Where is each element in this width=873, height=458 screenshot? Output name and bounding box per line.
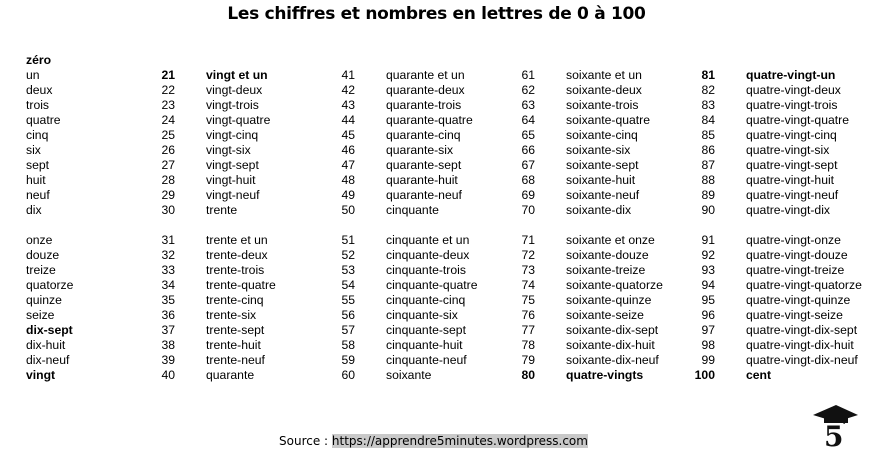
word-cell: zéro [26, 53, 52, 67]
svg-text:5: 5 [824, 420, 844, 448]
word-cell: seize [26, 308, 55, 322]
number-cell: 94 [701, 278, 715, 292]
word-cell: quatre-vingt-sept [746, 158, 838, 172]
number-cell: 61 [521, 68, 535, 82]
word-cell: trente-huit [206, 338, 261, 352]
number-cell: 24 [161, 113, 175, 127]
number-cell: 58 [341, 338, 355, 352]
number-cell: 48 [341, 173, 355, 187]
number-cell: 72 [521, 248, 535, 262]
word-cell: dix-huit [26, 338, 66, 352]
word-cell: trois [26, 98, 50, 112]
word-cell: quatre-vingt-quinze [746, 293, 851, 307]
word-cell: trente-cinq [206, 293, 264, 307]
number-cell: 71 [521, 233, 535, 247]
number-cell: 25 [161, 128, 175, 142]
word-cell: quatre-vingt-dix-neuf [746, 353, 858, 367]
word-cell: soixante-quatorze [566, 278, 663, 292]
source-line [279, 434, 588, 448]
word-cell: cinq [26, 128, 49, 142]
word-cell: quatre [26, 113, 61, 127]
word-cell: quatre-vingt-six [746, 143, 830, 157]
number-cell: 28 [161, 173, 175, 187]
word-cell: vingt-neuf [206, 188, 260, 202]
word-cell: quarante-sept [386, 158, 462, 172]
word-cell: soixante-cinq [566, 128, 638, 142]
number-cell: 39 [161, 353, 175, 367]
number-cell: 50 [341, 203, 355, 217]
word-cell: trente-trois [206, 263, 265, 277]
word-cell: quatre-vingt-cinq [746, 128, 837, 142]
word-cell: vingt-huit [206, 173, 256, 187]
number-cell: 93 [701, 263, 715, 277]
word-cell: trente [206, 203, 238, 217]
number-cell: 41 [341, 68, 355, 82]
word-cell: soixante-trois [566, 98, 639, 112]
number-cell: 67 [521, 158, 535, 172]
word-cell: vingt-quatre [206, 113, 271, 127]
number-cell: 40 [161, 368, 175, 382]
number-cell: 51 [341, 233, 355, 247]
word-cell: trente-sept [206, 323, 265, 337]
word-cell: trente-quatre [206, 278, 276, 292]
word-cell: soixante-huit [566, 173, 636, 187]
word-cell: vingt-sept [206, 158, 259, 172]
svg-text:′: ′ [843, 420, 847, 436]
number-cell: 45 [341, 128, 355, 142]
number-cell: 36 [161, 308, 175, 322]
number-cell: 27 [161, 158, 175, 172]
word-cell: vingt-cinq [206, 128, 259, 142]
number-cell: 26 [161, 143, 175, 157]
word-cell: un [26, 68, 40, 82]
word-cell: cinquante-huit [386, 338, 463, 352]
number-cell: 78 [521, 338, 535, 352]
number-cell: 74 [521, 278, 535, 292]
word-cell: quatre-vingt-deux [746, 83, 841, 97]
word-cell: soixante-douze [566, 248, 649, 262]
word-cell: quatre-vingt-douze [746, 248, 848, 262]
number-cell: 73 [521, 263, 535, 277]
word-cell: cinquante-six [386, 308, 458, 322]
number-cell: 68 [521, 173, 535, 187]
word-cell: vingt-six [206, 143, 251, 157]
number-cell: 85 [701, 128, 715, 142]
number-cell: 88 [701, 173, 715, 187]
word-cell: quarante et un [386, 68, 465, 82]
word-cell: soixante-dix-neuf [566, 353, 659, 367]
word-cell: deux [26, 83, 53, 97]
number-cell: 29 [161, 188, 175, 202]
number-cell: 57 [341, 323, 355, 337]
number-cell: 23 [161, 98, 175, 112]
word-cell: onze [26, 233, 53, 247]
word-cell: treize [26, 263, 56, 277]
word-cell: quatre-vingt-dix-huit [746, 338, 854, 352]
word-cell: dix-neuf [26, 353, 70, 367]
word-cell: cinquante [386, 203, 439, 217]
number-cell: 42 [341, 83, 355, 97]
word-cell: trente-six [206, 308, 257, 322]
word-cell: soixante [386, 368, 432, 382]
word-cell: vingt-deux [206, 83, 263, 97]
number-cell: 22 [161, 83, 175, 97]
number-cell: 82 [701, 83, 715, 97]
word-cell: quatre-vingt-trois [746, 98, 838, 112]
word-cell: cinquante et un [386, 233, 470, 247]
number-cell: 49 [341, 188, 355, 202]
number-cell: 98 [701, 338, 715, 352]
number-cell: 80 [521, 368, 535, 382]
number-cell: 81 [701, 68, 715, 82]
number-cell: 97 [701, 323, 715, 337]
word-cell: quatre-vingt-treize [746, 263, 845, 277]
word-cell: quarante-deux [386, 83, 465, 97]
word-cell: cinquante-quatre [386, 278, 478, 292]
word-cell: sept [26, 158, 50, 172]
word-cell: vingt [26, 368, 56, 382]
word-cell: dix [26, 203, 42, 217]
number-cell: 34 [161, 278, 175, 292]
word-cell: soixante-treize [566, 263, 646, 277]
number-cell: 96 [701, 308, 715, 322]
number-cell: 32 [161, 248, 175, 262]
word-cell: quatre-vingts [566, 368, 644, 382]
number-cell: 54 [341, 278, 355, 292]
word-cell: vingt-trois [206, 98, 259, 112]
word-cell: dix-sept [26, 323, 73, 337]
word-cell: soixante-dix [566, 203, 632, 217]
word-cell: quarante-trois [386, 98, 462, 112]
number-cell: 89 [701, 188, 715, 202]
graduation-cap-icon [810, 398, 860, 448]
word-cell: neuf [26, 188, 50, 202]
number-cell: 65 [521, 128, 535, 142]
word-cell: quatre-vingt-dix [746, 203, 830, 217]
number-cell: 90 [701, 203, 715, 217]
word-cell: soixante-quatre [566, 113, 651, 127]
number-cell: 52 [341, 248, 355, 262]
word-cell: soixante-six [566, 143, 631, 157]
word-cell: soixante-neuf [566, 188, 640, 202]
word-cell: quinze [26, 293, 62, 307]
word-cell: soixante-quinze [566, 293, 652, 307]
word-cell: soixante-dix-huit [566, 338, 655, 352]
number-cell: 44 [341, 113, 355, 127]
number-cell: 77 [521, 323, 535, 337]
number-cell: 92 [701, 248, 715, 262]
number-cell: 69 [521, 188, 535, 202]
number-cell: 30 [161, 203, 175, 217]
word-cell: quarante-neuf [386, 188, 462, 202]
number-cell: 47 [341, 158, 355, 172]
word-cell: cinquante-trois [386, 263, 466, 277]
number-cell: 21 [161, 68, 175, 82]
number-cell: 66 [521, 143, 535, 157]
number-cell: 55 [341, 293, 355, 307]
word-cell: quatre-vingt-quatre [746, 113, 849, 127]
number-cell: 79 [521, 353, 535, 367]
number-cell: 53 [341, 263, 355, 277]
logo-graduation-cap-5-icon [810, 398, 860, 448]
number-cell: 43 [341, 98, 355, 112]
word-cell: quatre-vingt-huit [746, 173, 835, 187]
number-cell: 59 [341, 353, 355, 367]
word-cell: quatre-vingt-un [746, 68, 836, 82]
word-cell: trente-deux [206, 248, 268, 262]
word-cell: quatre-vingt-dix-sept [746, 323, 858, 337]
number-cell: 60 [341, 368, 355, 382]
word-cell: soixante et onze [566, 233, 655, 247]
number-cell: 35 [161, 293, 175, 307]
word-cell: quarante-huit [386, 173, 458, 187]
word-cell: cinquante-deux [386, 248, 470, 262]
number-cell: 38 [161, 338, 175, 352]
word-cell: soixante-dix-sept [566, 323, 659, 337]
number-cell: 87 [701, 158, 715, 172]
number-cell: 95 [701, 293, 715, 307]
number-cell: 31 [161, 233, 175, 247]
word-cell: trente et un [206, 233, 268, 247]
page-title: Les chiffres et nombres en lettres de 0 à 100 [227, 4, 646, 24]
number-cell: 76 [521, 308, 535, 322]
number-cell: 37 [161, 323, 175, 337]
word-cell: soixante et un [566, 68, 642, 82]
number-cell: 99 [701, 353, 715, 367]
word-cell: quarante-quatre [386, 113, 473, 127]
word-cell: cinquante-cinq [386, 293, 466, 307]
number-cell: 46 [341, 143, 355, 157]
word-cell: quatre-vingt-seize [746, 308, 843, 322]
source-label: Source : [279, 434, 332, 448]
number-cell: 64 [521, 113, 535, 127]
number-cell: 62 [521, 83, 535, 97]
word-cell: soixante-sept [566, 158, 639, 172]
word-cell: quarante [206, 368, 255, 382]
number-cell: 56 [341, 308, 355, 322]
word-cell: cinquante-neuf [386, 353, 467, 367]
word-cell: trente-neuf [206, 353, 265, 367]
word-cell: soixante-seize [566, 308, 644, 322]
number-cell: 91 [701, 233, 715, 247]
word-cell: cent [746, 368, 772, 382]
number-cell: 75 [521, 293, 535, 307]
number-cell: 63 [521, 98, 535, 112]
number-cell: 33 [161, 263, 175, 277]
number-cell: 70 [521, 203, 535, 217]
word-cell: quatre-vingt-onze [746, 233, 841, 247]
word-cell: soixante-deux [566, 83, 642, 97]
word-cell: quatre-vingt-quatorze [746, 278, 862, 292]
word-cell: huit [26, 173, 46, 187]
word-cell: quatre-vingt-neuf [746, 188, 839, 202]
word-cell: six [26, 143, 41, 157]
number-cell: 84 [701, 113, 715, 127]
word-cell: cinquante-sept [386, 323, 466, 337]
word-cell: quatorze [26, 278, 74, 292]
word-cell: douze [26, 248, 60, 262]
word-cell: quarante-cinq [386, 128, 461, 142]
number-cell: 86 [701, 143, 715, 157]
word-cell: quarante-six [386, 143, 454, 157]
number-cell: 100 [694, 368, 715, 382]
number-cell: 83 [701, 98, 715, 112]
source-link[interactable]: https://apprendre5minutes.wordpress.com [331, 434, 588, 448]
word-cell: vingt et un [206, 68, 268, 82]
